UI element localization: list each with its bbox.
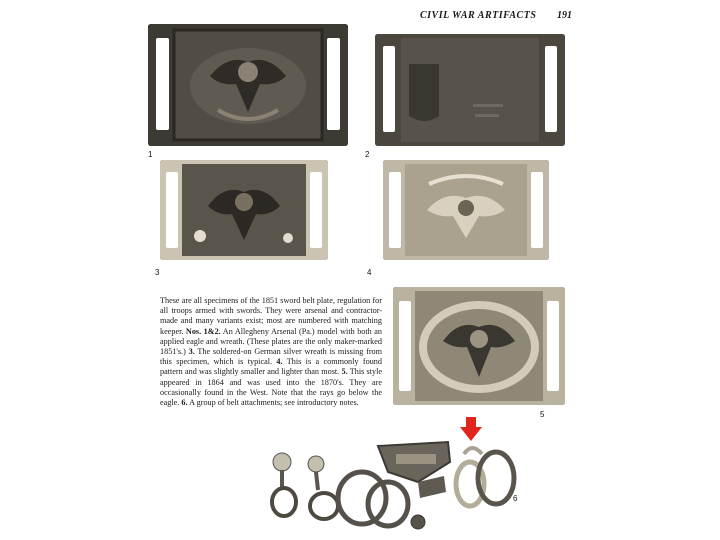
caption-part: These are all specimens of the 1851 sword belt plate, regulation for all troops armed with swords. They were arsenal and contractor-made and many variants exist; most are numbered with matching keeper. — [160, 296, 382, 336]
caption-part: This is a commonly found pattern and was slightly smaller and lighter than most. — [160, 357, 382, 377]
figure-4-photo — [383, 160, 549, 260]
figure-3-number: 3 — [155, 268, 160, 277]
caption-ref: Nos. 1&2. — [185, 326, 221, 336]
caption-ref: 5. — [341, 367, 348, 377]
red-down-arrow-icon — [460, 417, 482, 441]
belt-plate-eagle-photo-icon — [148, 24, 348, 146]
belt-plate-eagle-photo-icon — [383, 160, 549, 260]
figure-4-number: 4 — [367, 268, 372, 277]
belt-plate-reverse-photo-icon — [375, 34, 565, 146]
caption-ref: 6. — [181, 398, 188, 408]
figure-5-photo — [393, 287, 565, 405]
caption-text — [160, 296, 382, 408]
figure-2-number: 2 — [365, 150, 370, 159]
caption-part: An Allegheny Arsenal (Pa.) model with both an applied eagle and wreath. (These plates are the only maker-marked 1851's.) — [160, 326, 382, 357]
figure-1-number: 1 — [148, 150, 153, 159]
caption-part: The soldered-on German silver wreath is missing from this specimen, which is typical. — [160, 347, 383, 367]
belt-plate-eagle-wreath-photo-icon — [393, 287, 565, 405]
figure-2-photo — [375, 34, 565, 146]
figure-5-number: 5 — [540, 410, 545, 419]
figure-3-photo — [160, 160, 328, 260]
caption-part: A group of belt attachments; see introductory notes. — [187, 398, 359, 408]
figure-1-photo — [148, 24, 348, 146]
belt-attachments-photo-icon — [268, 432, 530, 532]
caption-ref: 3. — [188, 347, 195, 357]
running-head: CIVIL WAR ARTIFACTS — [420, 10, 537, 21]
figure-6-photo — [268, 432, 530, 532]
belt-plate-eagle-photo-icon — [160, 160, 328, 260]
page-number: 191 — [557, 10, 572, 21]
figure-6-number: 6 — [513, 494, 518, 503]
caption-part: This style appeared in 1864 and was used into the 1870's. They are occasionally found in the West. Note that the rays go below the eagle. — [160, 367, 382, 408]
caption-ref: 4. — [276, 357, 283, 367]
